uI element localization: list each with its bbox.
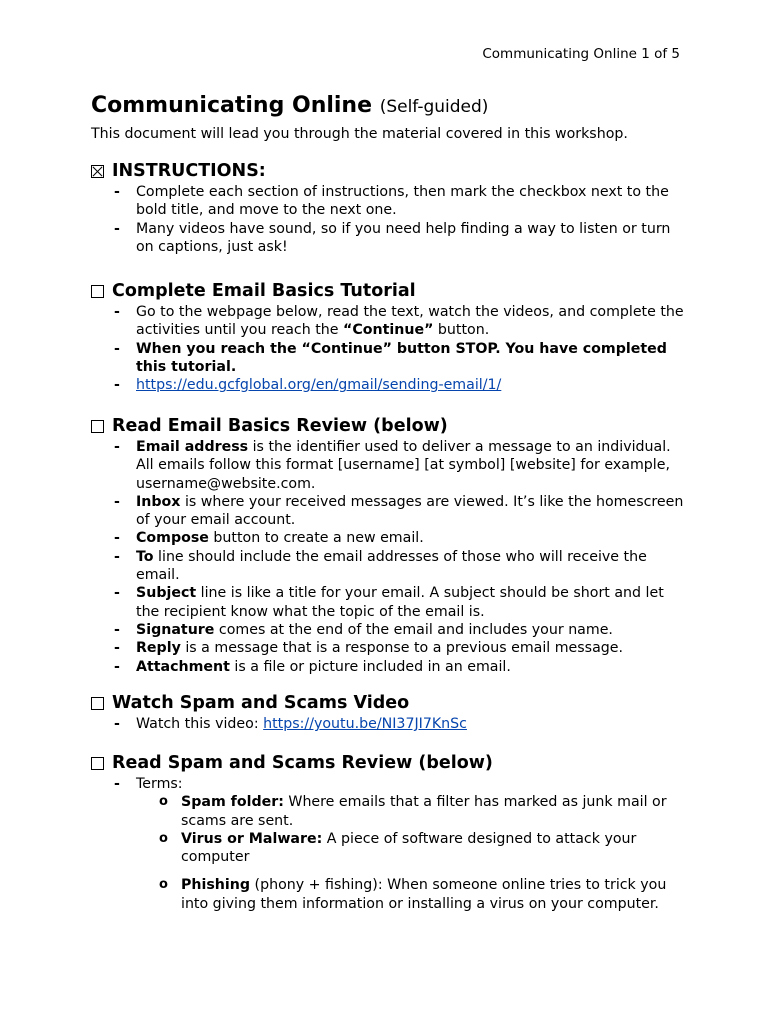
list-item [136, 303, 691, 340]
checkbox-icon[interactable] [91, 420, 104, 433]
section-heading-label: Read Email Basics Review (below) [112, 416, 448, 436]
stop-note: When you reach the “Continue” button STOP. You have completed this tutorial. [136, 340, 667, 375]
definition: line should include the email addresses of those who will receive the email. [136, 548, 647, 584]
list-item [136, 775, 691, 913]
sub-list-item [181, 876, 691, 913]
checkbox-icon[interactable] [91, 697, 104, 710]
checkbox-icon[interactable] [91, 285, 104, 298]
list-item [136, 584, 691, 621]
section-spam-video [91, 692, 691, 733]
definition: is the identifier used to deliver a message to an individual. All emails follow this format [username] [at symbol] [website] for example, username@website.com. [136, 439, 671, 492]
term: Spam folder: [181, 794, 284, 811]
list-item [136, 376, 691, 394]
terms-list [91, 775, 691, 913]
section-heading [91, 752, 691, 774]
intro-text: This document will lead you through the material covered in this workshop. [91, 126, 628, 142]
definition: A piece of software designed to attack your computer [181, 830, 637, 866]
list-item [136, 639, 691, 657]
term: Email address [136, 439, 249, 455]
video-list [91, 715, 691, 733]
section-email-tutorial [91, 280, 691, 394]
section-instructions [91, 160, 691, 256]
list-item [136, 621, 691, 639]
definition: Where emails that a filter has marked as junk mail or scams are sent. [181, 794, 667, 829]
term: Attachment [136, 658, 230, 675]
terms-label: Terms: [136, 776, 183, 792]
list-item [136, 548, 691, 585]
section-email-review [91, 415, 691, 676]
list-item [136, 493, 691, 530]
term: Signature [136, 621, 215, 638]
section-heading [91, 415, 691, 437]
definition: is a message that is a response to a previous email message. [180, 640, 624, 657]
definition: line is like a title for your email. A subject should be short and let the recipient know what the topic of the email is. [136, 585, 664, 620]
definition: button to create a new email. [208, 530, 424, 547]
term: Inbox [136, 493, 181, 510]
term: Phishing [181, 877, 251, 894]
section-heading-label: Watch Spam and Scams Video [112, 693, 410, 713]
terms-sublist [136, 793, 691, 913]
list-item [136, 529, 691, 547]
document-title-block [91, 92, 691, 144]
term: Compose [136, 530, 209, 547]
definition: comes at the end of the email and includes your name. [214, 621, 613, 638]
item-text: Go to the webpage below, read the text, watch the videos, and complete the activities until you reach the [136, 304, 684, 339]
list-item [136, 438, 691, 493]
continue-label: “Continue” [343, 322, 434, 339]
term: Subject [136, 585, 197, 602]
term: Reply [136, 640, 181, 657]
section-heading [91, 280, 691, 302]
list-item: - Many videos have sound, so if you need help finding a way to listen or turn on captions, just ask! [136, 220, 691, 257]
list-item: - Complete each section of instructions, then mark the checkbox next to the bold title, and move to the next one. [136, 183, 691, 220]
list-item [136, 658, 691, 676]
checked-checkbox-icon[interactable] [91, 165, 104, 178]
item-text-end: button. [433, 322, 490, 339]
tutorial-link[interactable]: https://edu.gcfglobal.org/en/gmail/sending-email/1/ [136, 377, 502, 394]
page-header: Communicating Online 1 of 5 [482, 46, 680, 62]
list-item [136, 340, 691, 377]
sub-list-item [181, 830, 691, 867]
title-subtitle: (Self-guided) [379, 97, 489, 117]
sub-list-item [181, 793, 691, 830]
checkbox-icon[interactable] [91, 757, 104, 770]
term: To [136, 548, 154, 565]
section-heading [91, 692, 691, 714]
section-heading [91, 160, 691, 182]
definition: is where your received messages are viewed. It’s like the homescreen of your email account. [136, 493, 684, 529]
section-heading-label: Complete Email Basics Tutorial [112, 281, 416, 301]
page-title [91, 92, 691, 121]
review-list [91, 438, 691, 676]
item-text: Watch this video: [136, 716, 264, 732]
list-item [136, 715, 691, 733]
term: Virus or Malware: [181, 830, 323, 847]
title-text: Communicating Online [91, 93, 373, 118]
definition: is a file or picture included in an email. [229, 658, 511, 675]
instruction-list [91, 183, 691, 256]
definition: (phony + fishing): When someone online tries to trick you into giving them information or installing a virus on your computer. [181, 877, 667, 912]
tutorial-list [91, 303, 691, 394]
section-heading-label: Read Spam and Scams Review (below) [112, 753, 493, 773]
section-spam-review [91, 752, 691, 913]
video-link[interactable]: https://youtu.be/NI37JI7KnSc [263, 716, 467, 732]
section-heading-label: INSTRUCTIONS: [112, 161, 266, 181]
